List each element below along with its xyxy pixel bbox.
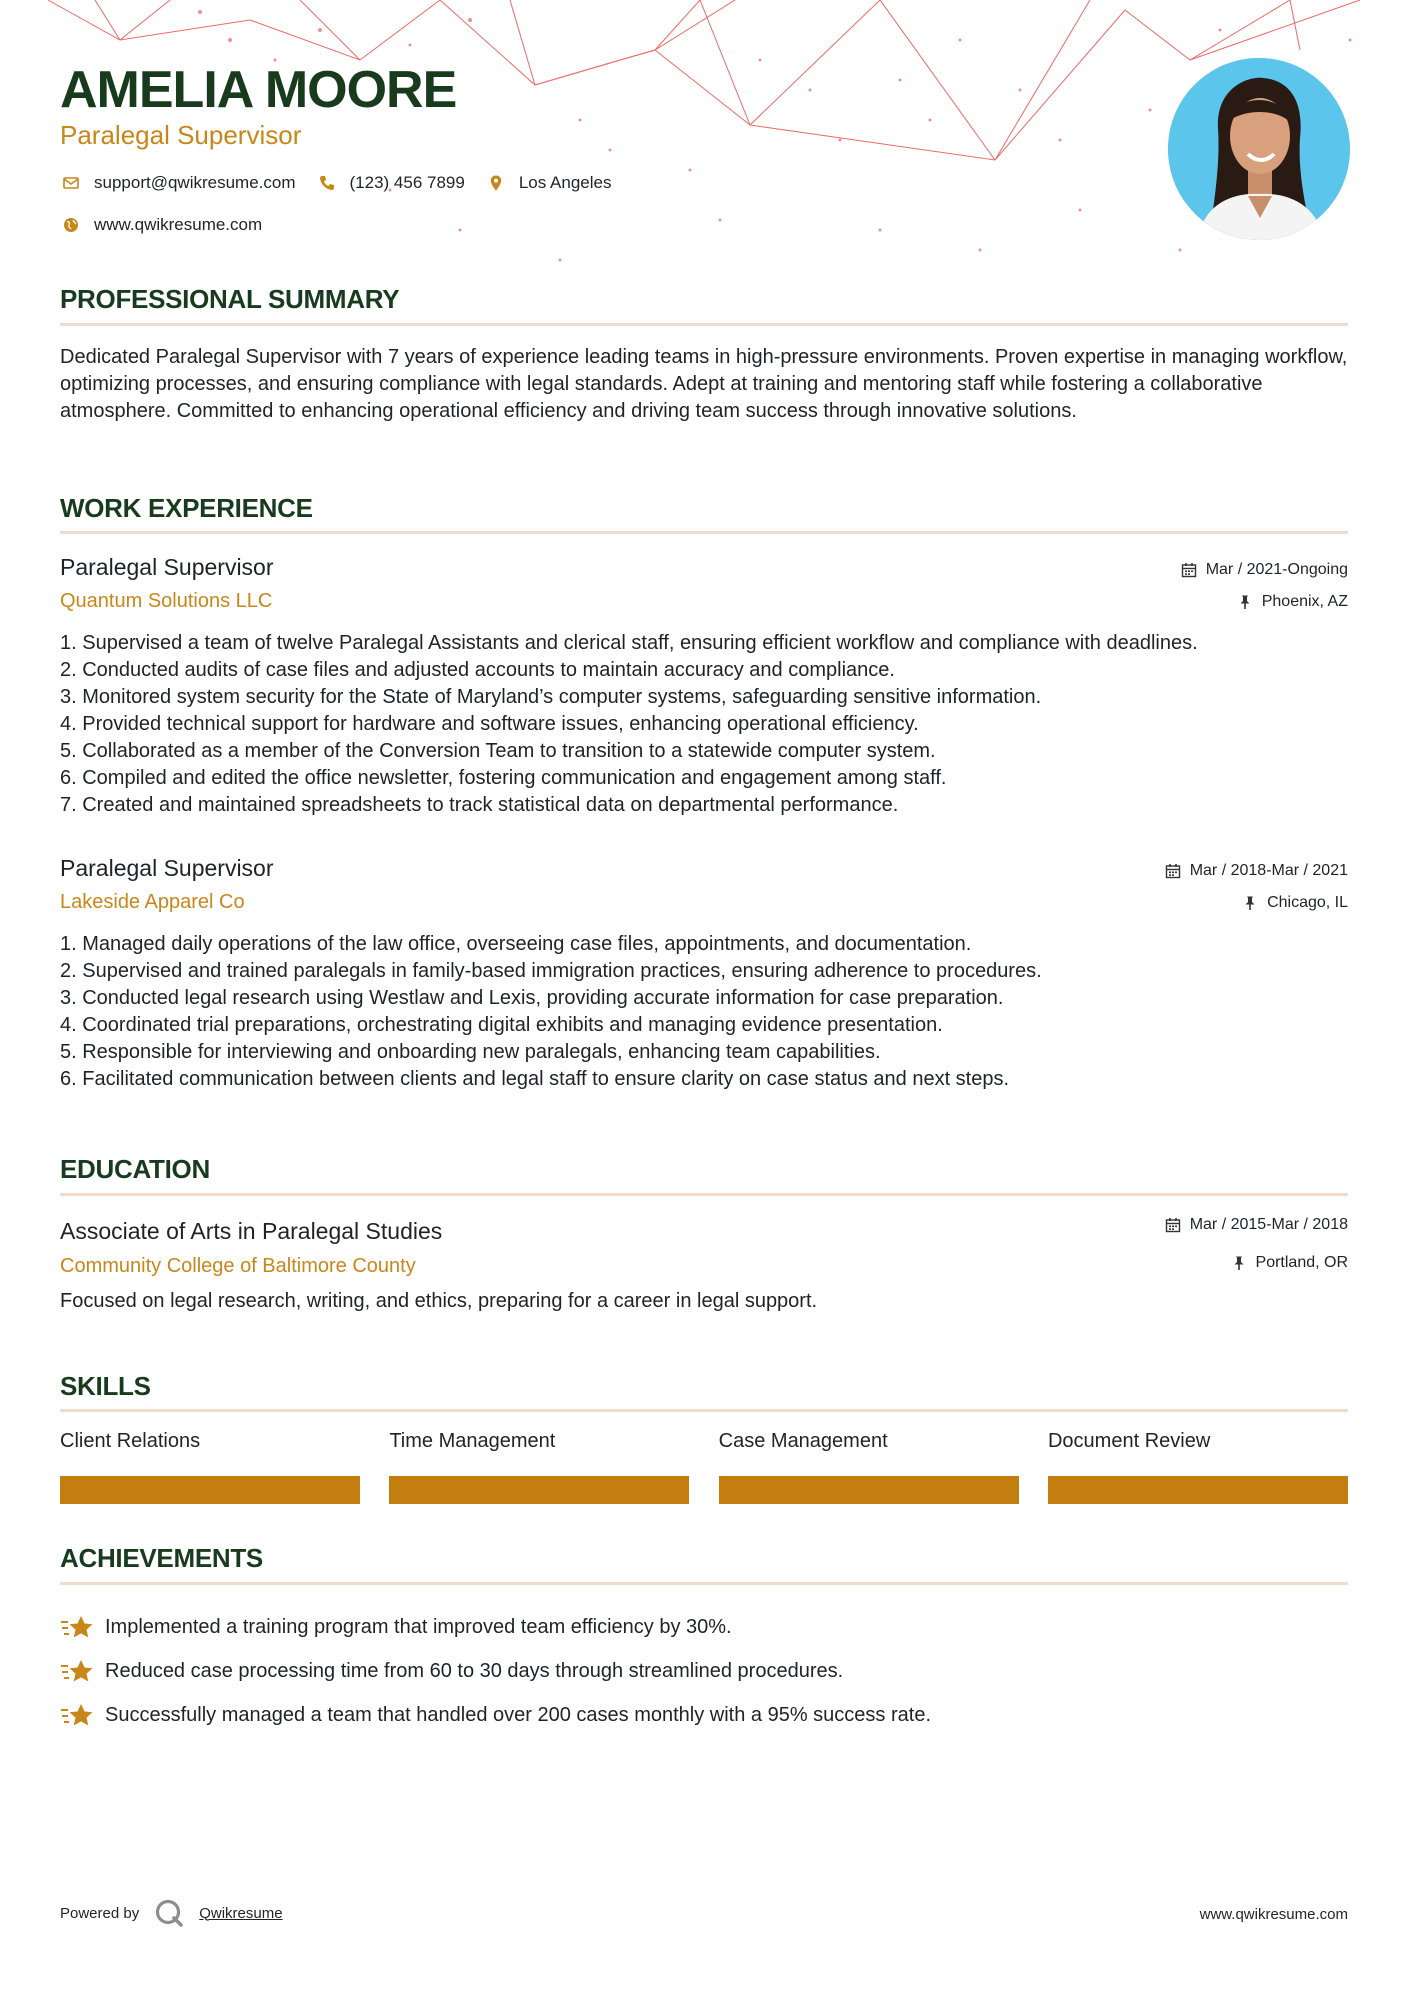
qwikresume-logo-icon [154, 1898, 184, 1928]
section-title-experience: WORK EXPERIENCE [60, 493, 313, 523]
job-dates-text: Mar / 2018-Mar / 2021 [1189, 862, 1348, 879]
list-item: 7. Created and maintained spreadsheets to track statistical data on departmental performance. [60, 794, 899, 816]
footer-website[interactable]: www.qwikresume.com [1199, 1906, 1348, 1923]
skill-name: Time Management [389, 1430, 556, 1452]
section-divider [60, 1409, 1348, 1412]
phone-icon [316, 172, 338, 194]
skill-level-bar [60, 1476, 360, 1504]
skill-item [719, 1430, 1019, 1504]
list-item: 1. Managed daily operations of the law office, overseeing case files, appointments, and documentation. [60, 933, 972, 955]
job-bullets [60, 931, 1360, 1093]
education-dates [1165, 1216, 1348, 1234]
skills-grid [60, 1430, 1348, 1504]
location-text: Los Angeles [518, 173, 612, 192]
list-item: 4. Coordinated trial preparations, orchestrating digital exhibits and managing evidence presentation. [60, 1014, 943, 1036]
email-text: support@qwikresume.com [94, 173, 296, 192]
candidate-name: AMELIA MOORE [60, 61, 457, 119]
section-title-achievements: ACHIEVEMENTS [60, 1543, 263, 1573]
map-pin-icon [485, 172, 507, 194]
pushpin-icon [1237, 594, 1253, 610]
envelope-icon [60, 172, 82, 194]
list-item: 3. Conducted legal research using Westlaw and Lexis, providing accurate information for case preparation. [60, 987, 1004, 1009]
skill-level-bar [1048, 1476, 1348, 1504]
list-item: 6. Compiled and edited the office newsletter, fostering communication and engagement among staff. [60, 767, 947, 789]
pushpin-icon [1242, 895, 1258, 911]
job-dates [1181, 561, 1348, 579]
education-location [1231, 1254, 1348, 1272]
list-item: 3. Monitored system security for the State of Maryland’s computer systems, safeguarding sensitive information. [60, 686, 1042, 708]
school-name: Community College of Baltimore County [60, 1255, 416, 1277]
skill-level-bar [389, 1476, 689, 1504]
skill-level-fill [389, 1476, 689, 1504]
achievement-text: Implemented a training program that improved team efficiency by 30%. [105, 1615, 732, 1638]
powered-by-label: Powered by [60, 1904, 140, 1922]
job-location-text: Phoenix, AZ [1261, 593, 1348, 610]
calendar-icon [1181, 562, 1197, 578]
list-item: 2. Conducted audits of case files and adjusted accounts to maintain accuracy and compliance. [60, 659, 895, 681]
list-item: 5. Responsible for interviewing and onboarding new paralegals, enhancing team capabilities. [60, 1041, 881, 1063]
contact-location [485, 172, 612, 194]
pushpin-icon [1231, 1255, 1247, 1271]
job-location-text: Chicago, IL [1267, 894, 1348, 911]
job-dates-text: Mar / 2021-Ongoing [1205, 561, 1348, 578]
education-dates-text: Mar / 2015-Mar / 2018 [1189, 1216, 1348, 1233]
list-item: 2. Supervised and trained paralegals in family-based immigration practices, ensuring adherence to procedures. [60, 960, 1042, 982]
list-item: 1. Supervised a team of twelve Paralegal Assistants and clerical staff, ensuring efficient workflow and compliance with deadlines. [60, 632, 1198, 654]
skill-name: Client Relations [60, 1430, 201, 1452]
achievement-text: Reduced case processing time from 60 to 30 days through streamlined procedures. [105, 1659, 844, 1682]
job-company: Lakeside Apparel Co [60, 891, 245, 913]
section-title-education: EDUCATION [60, 1154, 210, 1184]
calendar-icon [1165, 1217, 1181, 1233]
section-divider [60, 1582, 1348, 1585]
star-icon [60, 1657, 94, 1685]
star-icon [60, 1701, 94, 1729]
education-location-text: Portland, OR [1255, 1254, 1348, 1271]
star-icon [60, 1613, 94, 1641]
job-location [1242, 894, 1348, 912]
job-company: Quantum Solutions LLC [60, 590, 273, 612]
list-item: 4. Provided technical support for hardware and software issues, enhancing operational efficiency. [60, 713, 919, 735]
job-title: Paralegal Supervisor [60, 554, 274, 580]
job-location [1237, 593, 1348, 611]
skill-level-fill [719, 1476, 1019, 1504]
list-item [60, 1693, 931, 1737]
section-divider [60, 1193, 1348, 1196]
job-dates [1165, 862, 1348, 880]
contact-email[interactable] [60, 172, 296, 194]
summary-text: Dedicated Paralegal Supervisor with 7 years of experience leading teams in high-pressure environments. Proven expertise in managing workflow, optimizing processes, and ensuring compliance with legal standards. Adept at training and mentoring staff while fostering a collaborative atmosphere. Committed to enhancing operational efficiency and driving team success through innovative solutions. [60, 346, 1348, 422]
contact-row-secondary [60, 214, 282, 236]
skill-name: Case Management [718, 1430, 888, 1452]
contact-website[interactable] [60, 214, 262, 236]
footer-powered-by [60, 1898, 283, 1928]
achievements-list [60, 1605, 931, 1737]
skill-item [389, 1430, 689, 1504]
list-item [60, 1649, 931, 1693]
list-item: 5. Collaborated as a member of the Conversion Team to transition to a statewide computer system. [60, 740, 936, 762]
list-item [60, 1605, 931, 1649]
qwikresume-link[interactable]: Qwikresume [199, 1904, 283, 1922]
job-bullets [60, 630, 1360, 819]
section-divider [60, 531, 1348, 534]
contact-row-primary [60, 172, 631, 194]
section-title-summary: PROFESSIONAL SUMMARY [60, 284, 400, 314]
resume-page [60, 0, 1348, 1990]
candidate-title: Paralegal Supervisor [60, 120, 302, 150]
skill-name: Document Review [1047, 1430, 1211, 1452]
degree-title: Associate of Arts in Paralegal Studies [60, 1218, 443, 1244]
list-item: 6. Facilitated communication between clients and legal staff to ensure clarity on case status and next steps. [60, 1068, 1010, 1090]
website-text: www.qwikresume.com [94, 215, 263, 234]
skill-item [1048, 1430, 1348, 1504]
education-description: Focused on legal research, writing, and ethics, preparing for a career in legal support. [60, 1290, 818, 1312]
skill-level-bar [719, 1476, 1019, 1504]
achievement-text: Successfully managed a team that handled over 200 cases monthly with a 95% success rate. [105, 1703, 932, 1726]
skill-level-fill [1048, 1476, 1348, 1504]
skill-item [60, 1430, 360, 1504]
calendar-icon [1165, 863, 1181, 879]
phone-text: (123) 456 7899 [349, 173, 465, 192]
job-title: Paralegal Supervisor [60, 855, 274, 881]
section-divider [60, 323, 1348, 326]
profile-photo [1168, 58, 1350, 240]
globe-icon [60, 214, 82, 236]
skill-level-fill [60, 1476, 360, 1504]
section-title-skills: SKILLS [60, 1371, 151, 1401]
contact-phone[interactable] [316, 172, 465, 194]
